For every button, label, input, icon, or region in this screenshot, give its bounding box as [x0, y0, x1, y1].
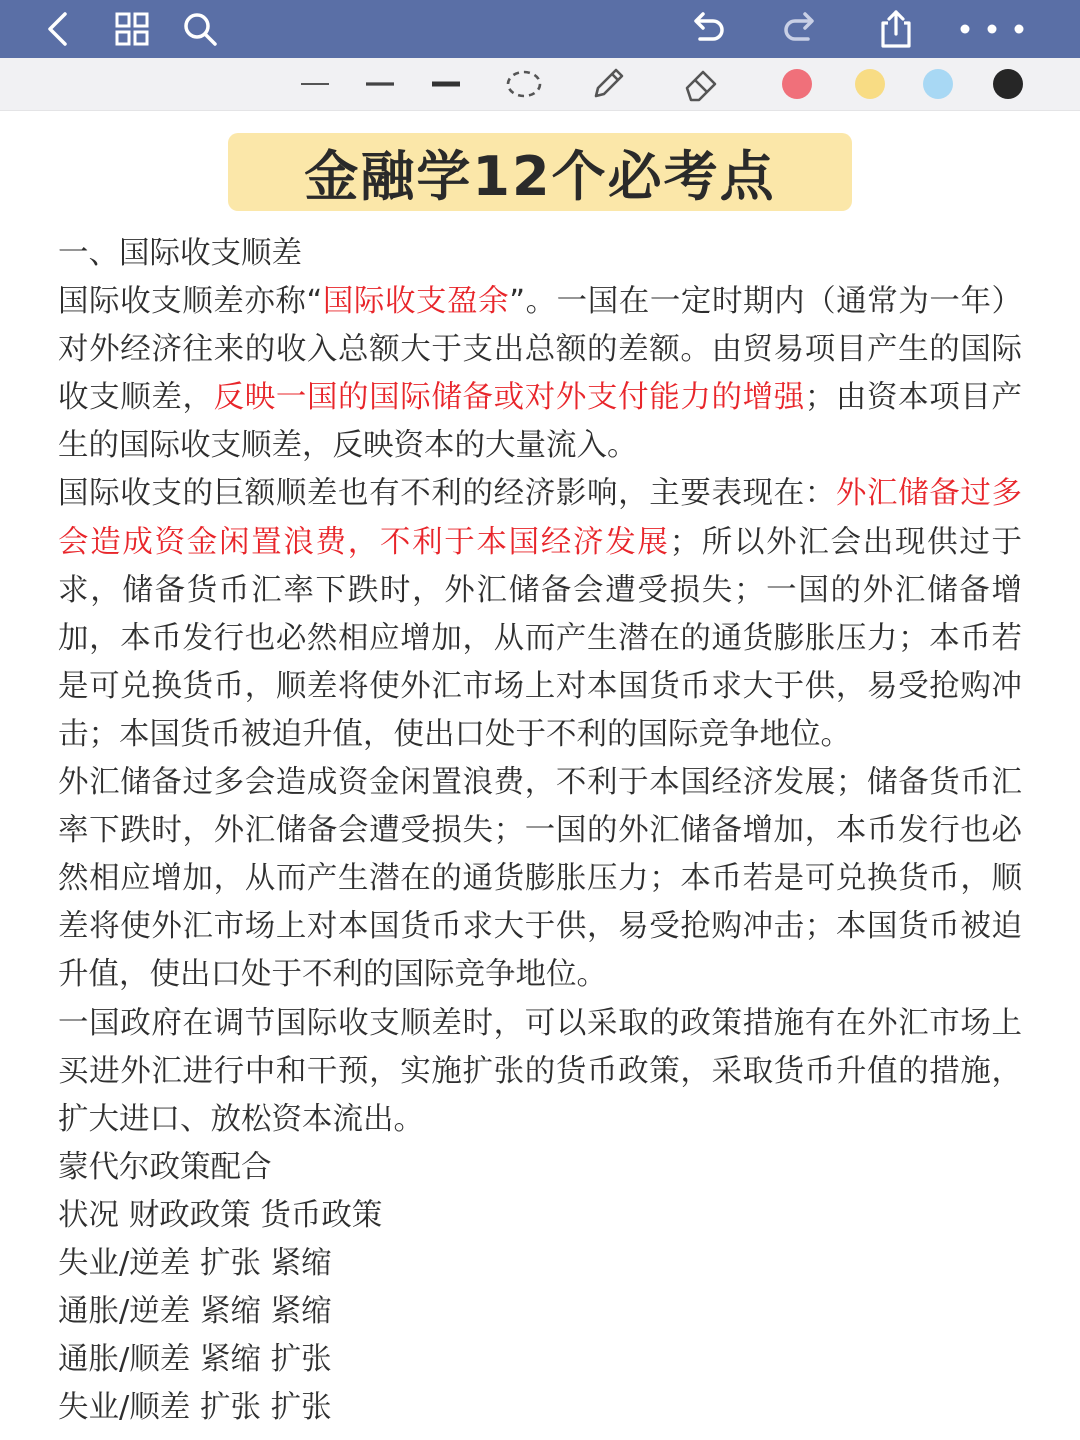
color-swatch-black-dot — [993, 69, 1023, 99]
table-row: 失业/逆差 扩张 紧缩 — [58, 1245, 332, 1281]
back-icon[interactable] — [34, 5, 82, 53]
redo-icon[interactable] — [776, 5, 824, 53]
top-navigation-bar — [0, 0, 1080, 58]
color-swatch-pink-dot — [782, 69, 812, 99]
color-swatch-black[interactable] — [986, 62, 1030, 106]
table-row: 通胀/顺差 紧缩 扩张 — [58, 1342, 332, 1378]
undo-icon[interactable] — [684, 5, 732, 53]
pen-icon[interactable] — [586, 62, 630, 106]
eraser-icon[interactable] — [680, 62, 724, 106]
paragraph-2 — [58, 470, 1022, 759]
p1-text-c: ；由资本项目产生的国际收支顺差，反映资本的大量流入。 — [58, 380, 1023, 464]
drawing-toolbar — [0, 58, 1080, 111]
p1-text-a: 国际收支顺差亦称“ — [58, 284, 323, 320]
color-swatch-yellow[interactable] — [848, 62, 892, 106]
p1-emphasis-a: 国际收支盈余 — [322, 284, 510, 320]
section-heading-2: 蒙代尔政策配合 — [58, 1149, 272, 1185]
color-swatch-blue[interactable] — [916, 62, 960, 106]
p2-text-b: ；所以外汇会出现供过于求，储备货币汇率下跌时，外汇储备会遭受损失；一国的外汇储备增加，本币发行也必然相应增加，从而产生潜在的通货膨胀压力；本币若是可兑换货币，顺差将使外汇市场上对本国货币求大于供，易受抢购冲击；本国货币被迫升值，使出口处于不利的国际竞争地位。 — [58, 524, 1023, 752]
paragraph-3: 外汇储备过多会造成资金闲置浪费，不利于本国经济发展；储备货币汇率下跌时，外汇储备会遭受损失；一国的外汇储备增加，本币发行也必然相应增加，从而产生潜在的通货膨胀压力；本币若是可兑换货币，顺差将使外汇市场上对本国货币求大于供，易受抢购冲击；本国货币被迫升值，使出口处于不利的国际竞争地位。 — [58, 765, 1022, 993]
color-swatch-blue-dot — [923, 69, 953, 99]
p1-emphasis-b: 反映一国的国际储备或对外支付能力的增强 — [213, 380, 805, 416]
note-content[interactable] — [58, 230, 1022, 1432]
lasso-icon[interactable] — [502, 62, 546, 106]
p2-emphasis: 外汇储备过多会造成资金闲置浪费，不利于本国经济发展 — [58, 476, 1023, 560]
table-header: 状况 财政政策 货币政策 — [58, 1197, 383, 1233]
table-row: 失业/顺差 扩张 扩张 — [58, 1390, 332, 1426]
thick-line-icon[interactable] — [424, 62, 468, 106]
search-icon[interactable] — [176, 5, 224, 53]
color-swatch-yellow-dot — [855, 69, 885, 99]
color-swatch-pink[interactable] — [775, 62, 819, 106]
more-icon[interactable] — [952, 5, 1032, 53]
p1-text-b: ”。一国在一定时期内（通常为一年）对外经济往来的收入总额大于支出总额的差额。由贸易项目产生的国际收支顺差， — [58, 284, 1023, 416]
share-icon[interactable] — [872, 5, 920, 53]
paragraph-4: 一国政府在调节国际收支顺差时，可以采取的政策措施有在外汇市场上买进外汇进行中和干预，实施扩张的货币政策，采取货币升值的措施，扩大进口、放松资本流出。 — [58, 1005, 1022, 1137]
page-title: 金融学12个必考点 — [304, 144, 776, 208]
grid-icon[interactable] — [108, 5, 156, 53]
paragraph-1 — [58, 278, 1022, 470]
section-heading: 一、国际收支顺差 — [58, 236, 302, 271]
title-highlight — [228, 133, 852, 211]
table-row: 通胀/逆差 紧缩 紧缩 — [58, 1294, 332, 1330]
medium-line-icon[interactable] — [358, 62, 402, 106]
p2-text-a: 国际收支的巨额顺差也有不利的经济影响，主要表现在： — [58, 476, 836, 512]
thin-line-icon[interactable] — [293, 62, 337, 106]
